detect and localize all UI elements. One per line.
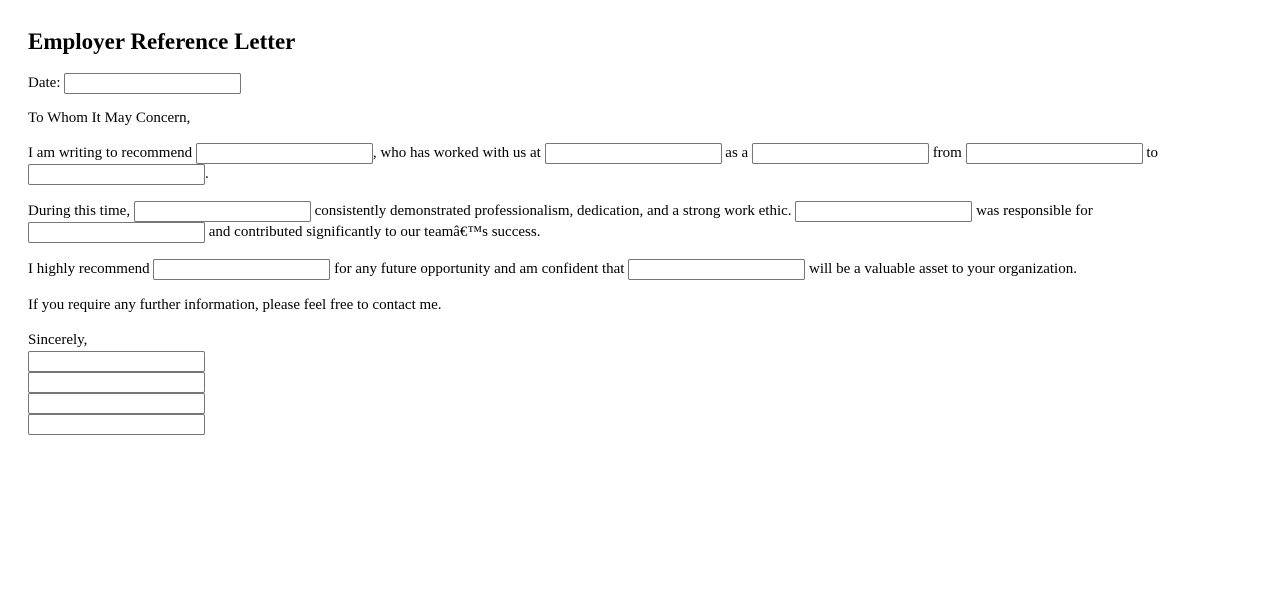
performance-paragraph bbox=[28, 201, 1250, 243]
contact-paragraph: If you require any further information, please feel free to contact me. bbox=[28, 297, 442, 314]
signer-title-input[interactable] bbox=[28, 372, 205, 393]
date-line bbox=[28, 73, 1250, 94]
para1-text-1: I am writing to recommend bbox=[28, 145, 193, 162]
candidate-name-input-5[interactable] bbox=[628, 259, 805, 280]
para1-text-4: from bbox=[932, 145, 962, 162]
para1-text-3: as a bbox=[725, 145, 749, 162]
candidate-name-input-3[interactable] bbox=[795, 201, 972, 222]
para3-text-1: I highly recommend bbox=[28, 261, 150, 278]
company-name-input[interactable] bbox=[545, 143, 722, 164]
para3-text-3: will be a valuable asset to your organization. bbox=[808, 261, 1077, 278]
date-input[interactable] bbox=[64, 73, 241, 94]
para1-text-2: , who has worked with us at bbox=[372, 145, 541, 162]
para3-text-2: for any future opportunity and am confident that bbox=[334, 261, 625, 278]
recommendation-paragraph bbox=[28, 143, 1250, 185]
job-title-input[interactable] bbox=[752, 143, 929, 164]
para2-text-1: During this time, bbox=[28, 203, 131, 220]
para1-text-6: . bbox=[205, 166, 209, 183]
end-date-input[interactable] bbox=[28, 164, 205, 185]
candidate-name-input[interactable] bbox=[196, 143, 373, 164]
endorsement-paragraph bbox=[28, 259, 1250, 280]
signer-contact-input[interactable] bbox=[28, 414, 205, 435]
para1-text-5: to bbox=[1146, 145, 1159, 162]
signer-name-input[interactable] bbox=[28, 351, 205, 372]
date-label: Date: bbox=[28, 75, 61, 91]
page-title: Employer Reference Letter bbox=[28, 29, 296, 54]
closing-line: Sincerely, bbox=[28, 332, 88, 349]
salutation: To Whom It May Concern, bbox=[28, 110, 191, 127]
responsibilities-input[interactable] bbox=[28, 222, 205, 243]
para2-text-2: consistently demonstrated professionalism, dedication, and a strong work ethic. bbox=[314, 203, 792, 220]
signature-block bbox=[28, 351, 1250, 435]
candidate-name-input-4[interactable] bbox=[153, 259, 330, 280]
para2-text-4: and contributed significantly to our teamâ€™s success. bbox=[208, 224, 541, 241]
signer-company-input[interactable] bbox=[28, 393, 205, 414]
candidate-name-input-2[interactable] bbox=[134, 201, 311, 222]
start-date-input[interactable] bbox=[966, 143, 1143, 164]
para2-text-3: was responsible for bbox=[976, 203, 1093, 220]
